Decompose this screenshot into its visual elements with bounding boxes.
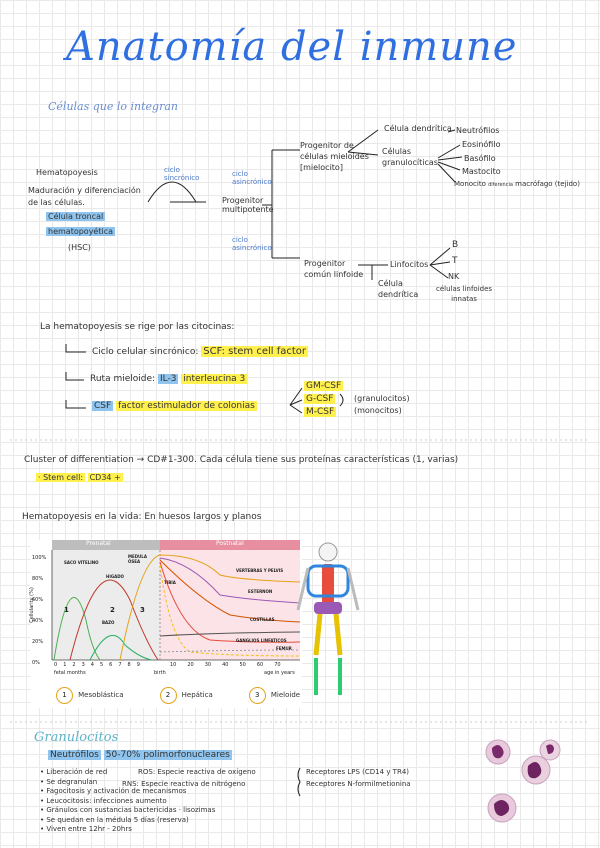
y-ticks: 100% 80% 60% 40% 20% 0% [32,555,47,666]
eosinofilo: Eosinófilo [462,140,501,149]
progenitor-mieloide: Progenitor de células mieloides [mielocito] [300,141,369,172]
hemato-desc-2: de las células. [28,198,85,207]
receptores-formil: Receptores N-formilmetionina [306,780,411,788]
basofilo: Basófilo [464,154,496,163]
label-femur: FEMUR [276,646,292,651]
monocito: Monocito diferencia macrófago (tejido) [454,180,580,188]
cluster-text: Cluster of differentiation → CD#1-300. Cada célula tiene sus proteínas características (1, varias) [24,455,459,465]
page-title: Anatomía del inmune [66,24,518,70]
celula-dendritica-2: Célula dendrítica [378,279,419,299]
x-ticks-post: 10 20 30 40 50 60 70 [170,662,281,668]
progenitor-multipotente: Progenitor multipotente [222,196,274,214]
neutrofilos: Neutrófilos [456,126,500,135]
celula-dendritica: Célula dendrítica [384,124,452,133]
label-esternon: ESTERNON [248,589,273,594]
b-cell: B [452,240,459,250]
ciclo-sincronico: ciclo sincrónico [164,166,200,182]
ros-text: ROS: Especie reactiva de oxígeno [138,768,256,776]
chart-legend: 1 Mesoblástica 2 Hepática 3 Mieloide [56,682,300,704]
label-n1: 1 [64,606,69,614]
postnatal-label: Postnatal [216,540,244,547]
m-csf: M-CSF [306,407,335,417]
receptores-lps: Receptores LPS (CD14 y TR4) [306,768,410,776]
t-cell: T [452,256,458,266]
hsc-label: (HSC) [68,243,91,252]
label-medula: MEDULA ÓSEA [128,554,147,564]
label-tibia: TIBIA [164,580,176,585]
citocinas-intro: La hematopoyesis se rige por las citocinas: [40,322,235,332]
y-label: Cellularity (%) [28,587,35,623]
hemato-desc: Maduración y diferenciación [28,186,141,195]
stem-cell-cd: · Stem cell: CD34 + [38,473,121,482]
ciclo-celular-line: Ciclo celular sincrónico: SCF: stem cell factor [92,346,307,357]
g-csf: G-CSF [306,394,334,404]
neutrofilos-line: Neutrófilos 50-70% polimorfonucleares [50,750,230,760]
x-label-right: age in years [264,670,295,676]
ruta-mieloide-line: Ruta mieloide: IL-3 interleucina 3 [90,374,246,384]
prenatal-label: Prenatal [86,540,111,547]
subtitle: Células que lo integran [48,100,178,113]
label-bazo: BAZO [102,620,115,625]
vida-text: Hematopoyesis en la vida: En huesos largos y planos [22,512,262,522]
rns-text: RNS: Especie reactiva de nitrógeno [122,780,246,788]
label-ganglios: GANGLIOS LINFATICOS [236,638,287,643]
celulas-linfoides-innatas: células linfoides innatas [436,285,493,303]
csf-line: CSF factor estimulador de colonias [94,401,255,411]
label-costillas: COSTILLAS [250,617,275,622]
linfocitos: Linfocitos [390,260,429,269]
hematopoyesis-label: Hematopoyesis [36,168,98,177]
granulocitos-heading: Granulocitos [34,730,119,745]
label-n3: 3 [140,606,145,614]
ciclo-asincronico: ciclo asincrónico [232,170,272,186]
x-label-left: fetal months [54,670,86,676]
nk-cell: NK [448,272,460,281]
x-ticks-pre: 0 1 2 3 4 5 6 7 8 9 [54,662,140,668]
gm-csf: GM-CSF [306,381,342,391]
granulocitos-note: (granulocitos) [354,394,410,403]
stem-cell-label-2: hematopoyética [48,227,114,236]
progenitor-linfoide: Progenitor común linfoide [304,259,364,279]
x-label-mid: birth [154,670,166,676]
granulocitos-list: • Liberación de red • Se degranulan • Fagocitosis y activación de mecanismos • Leucocitosis: infecciones aumento • Gránulos con sustancias bactericidas · lisozimas • Se quedan en la médula 5 días (reserva) • Viven entre 12hr - 20hrs [40,768,216,833]
stem-cell-label: Célula troncal [48,212,104,221]
mastocito: Mastocito [462,167,501,176]
celulas-granulociticas: Células granulocíticas [382,147,438,167]
ciclo-asincronico-2: ciclo asincrónico [232,236,272,252]
label-higado: HIGADO [106,574,124,579]
label-n2: 2 [110,606,115,614]
label-vertebras: VERTEBRAS Y PELVIS [236,568,284,573]
label-saco: SACO VITELINO [64,560,99,565]
monocitos-note: (monocitos) [354,406,402,415]
